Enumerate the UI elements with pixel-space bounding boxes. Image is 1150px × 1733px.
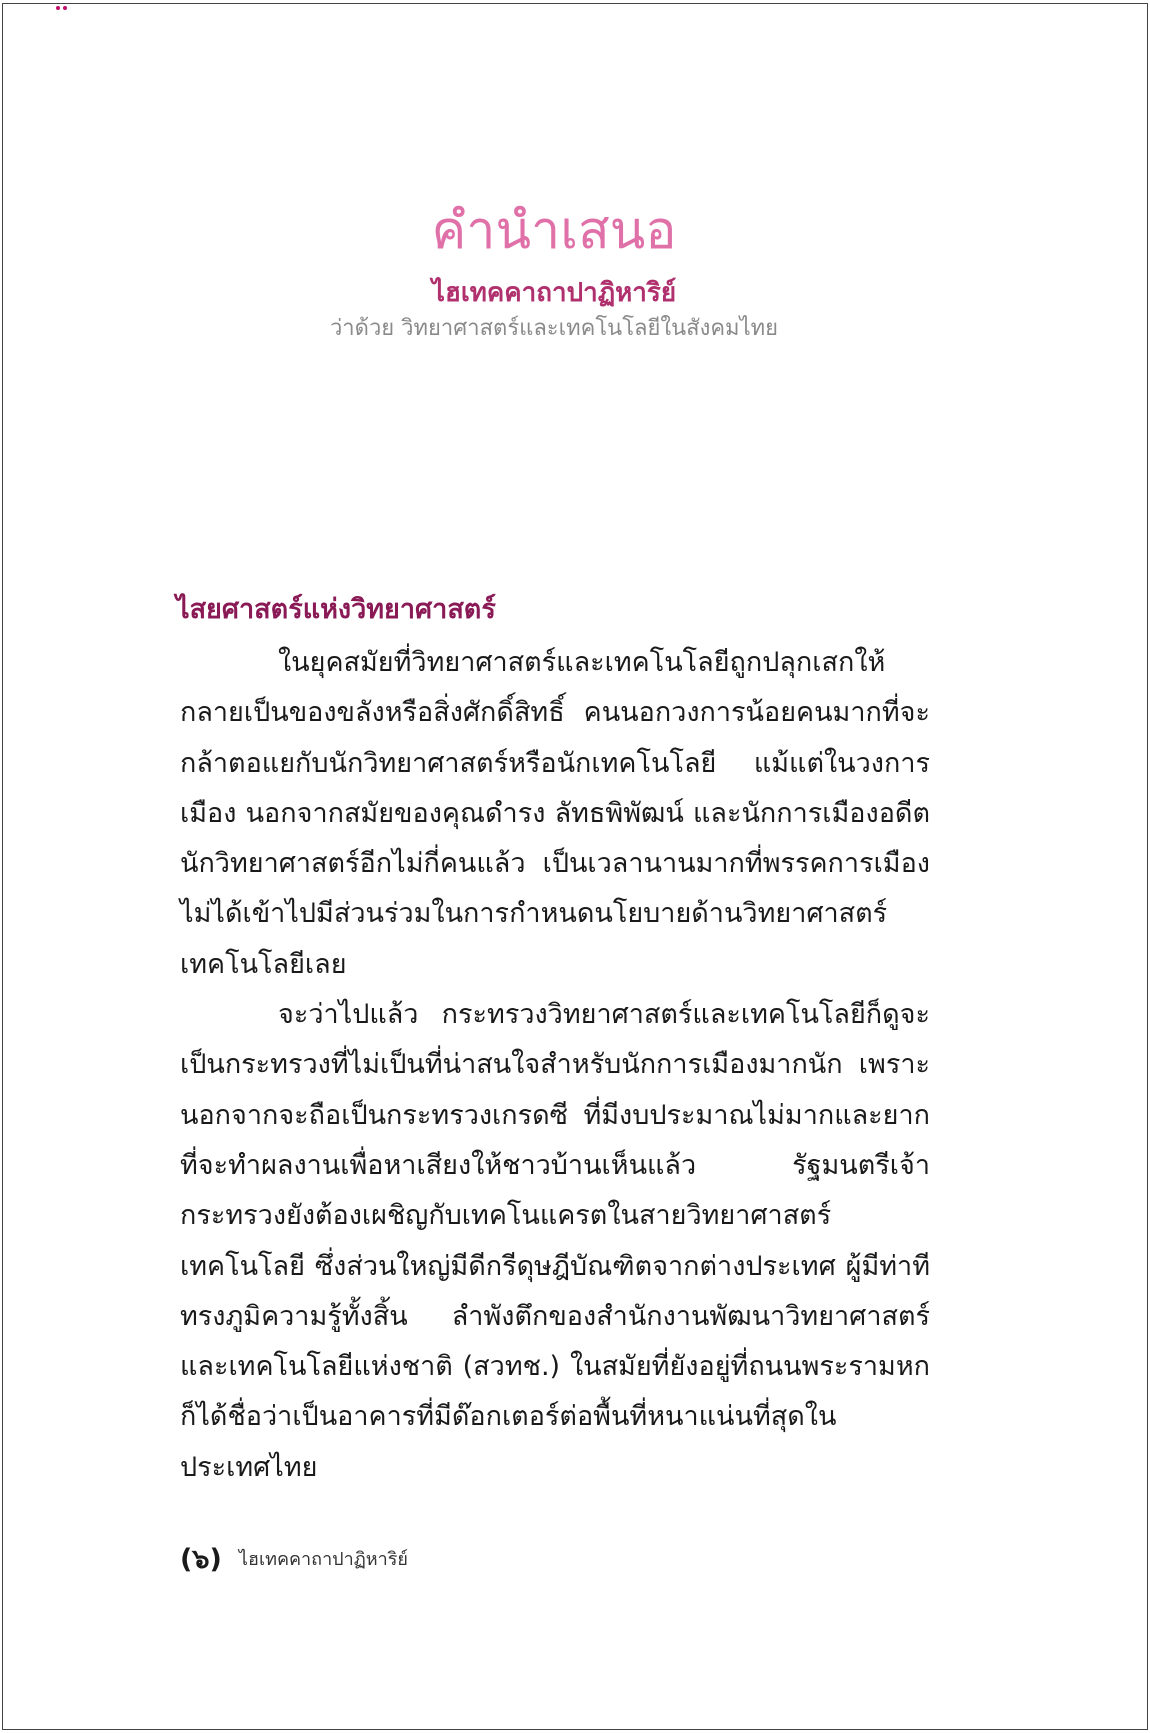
section-heading: ไสยศาสตร์แห่งวิทยาศาสตร์ (176, 594, 496, 625)
book-title: ไฮเทคคาถาปาฏิหาริย์ (431, 278, 677, 308)
page-number: (๖) (180, 1544, 222, 1575)
body-text (180, 638, 930, 1493)
subtitle: ว่าด้วย วิทยาศาสตร์และเทคโนโลยีในสังคมไทย (329, 316, 779, 341)
page-footer (180, 1537, 408, 1580)
corner-dots-mark (56, 4, 68, 12)
page-title: คำนำเสนอ (431, 201, 677, 261)
corner-dot (63, 6, 67, 10)
paragraph: จะว่าไปแล้ว กระทรวงวิทยาศาสตร์และเทคโนโลยีก็ดูจะเป็นกระทรวงที่ไม่เป็นที่น่าสนใจสำหรับนักการเมืองมากนัก เพราะนอกจากจะถือเป็นกระทรวงเกรดซี ที่มีงบประมาณไม่มากและยากที่จะทำผลงานเพื่อหาเสียงให้ชาวบ้านเห็นแล้ว รัฐมนตรีเจ้ากระทรวงยังต้องเผชิญกับเทคโนแครตในสายวิทยาศาสตร์เทคโนโลยี ซึ่งส่วนใหญ่มีดีกรีดุษฎีบัณฑิตจากต่างประเทศ ผู้มีท่าทีทรงภูมิความรู้ทั้งสิ้น ลำพังตึกของสำนักงานพัฒนาวิทยาศาสตร์และเทคโนโลยีแห่งชาติ (สวทช.) ในสมัยที่ยังอยู่ที่ถนนพระรามหกก็ได้ชื่อว่าเป็นอาคารที่มีด๊อกเตอร์ต่อพื้นที่หนาแน่นที่สุดในประเทศไทย (180, 999, 930, 1483)
title-block (0, 195, 1108, 345)
corner-dot (56, 6, 60, 10)
paragraph: ในยุคสมัยที่วิทยาศาสตร์และเทคโนโลยีถูกปลุกเสกให้กลายเป็นของขลังหรือสิ่งศักดิ์สิทธิ์ คนนอกวงการน้อยคนมากที่จะกล้าตอแยกับนักวิทยาศาสตร์หรือนักเทคโนโลยี แม้แต่ในวงการเมือง นอกจากสมัยของคุณดำรง ลัทธพิพัฒน์ และนักการเมืองอดีตนักวิทยาศาสตร์อีกไม่กี่คนแล้ว เป็นเวลานานมากที่พรรคการเมืองไม่ได้เข้าไปมีส่วนร่วมในการกำหนดนโยบายด้านวิทยาศาสตร์เทคโนโลยีเลย (180, 647, 930, 980)
running-title: ไฮเทคคาถาปาฏิหาริย์ (238, 1549, 408, 1570)
